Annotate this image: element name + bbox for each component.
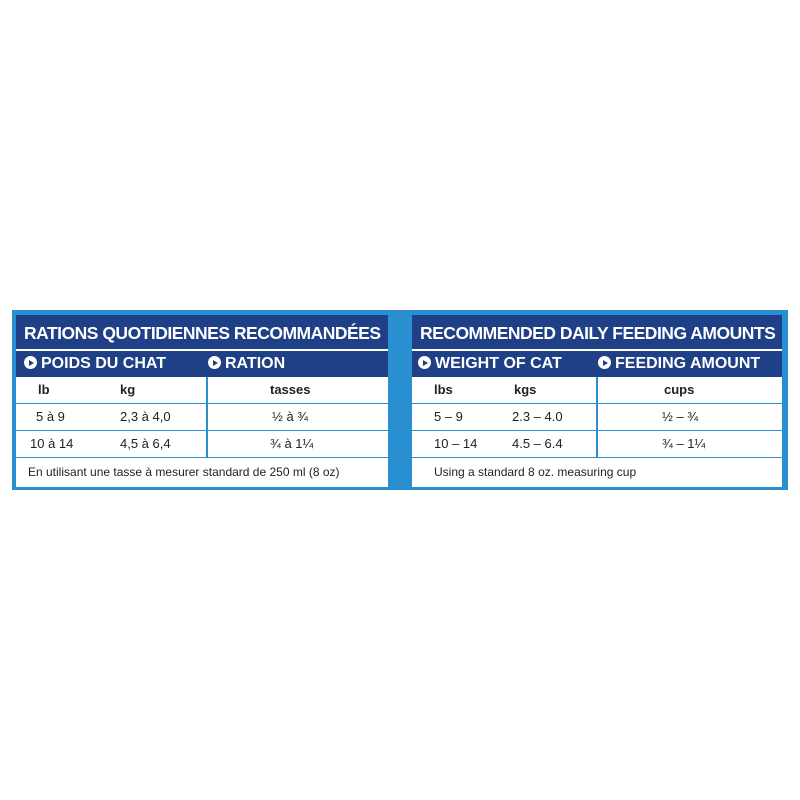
column-divider: [206, 377, 208, 457]
cell-amount: ½ à ¾: [272, 409, 309, 424]
english-panel: [412, 315, 782, 487]
play-circle-icon: [24, 356, 37, 369]
feeding-guide-strip: [12, 310, 788, 490]
table-row: [16, 377, 388, 404]
column-divider: [596, 377, 598, 457]
unit-lbs: lbs: [434, 382, 453, 397]
cell-lb: 10 à 14: [30, 436, 74, 451]
unit-lb: lb: [38, 382, 50, 397]
english-subheader: [412, 351, 782, 377]
cell-lbs: 5 – 9: [434, 409, 463, 424]
english-amount-header: [598, 351, 760, 377]
cell-amount: ¾ à 1¼: [270, 436, 314, 451]
unit-kgs: kgs: [514, 382, 537, 397]
french-weight-header-label: POIDS DU CHAT: [41, 355, 167, 372]
cell-kgs: 4.5 – 6.4: [512, 436, 563, 451]
french-panel: [16, 315, 388, 487]
cell-lb: 5 à 9: [36, 409, 65, 424]
play-circle-icon: [418, 356, 431, 369]
french-amount-header: [208, 351, 285, 377]
cell-lbs: 10 – 14: [434, 436, 478, 451]
french-title: RATIONS QUOTIDIENNES RECOMMANDÉES: [16, 315, 388, 349]
french-weight-header: [24, 351, 166, 377]
english-weight-header: [418, 351, 562, 377]
french-amount-header-label: RATION: [225, 355, 286, 372]
unit-kg: kg: [120, 382, 136, 397]
unit-amount: tasses: [270, 382, 311, 397]
play-circle-icon: [598, 356, 611, 369]
cell-kgs: 2.3 – 4.0: [512, 409, 563, 424]
english-table: [412, 377, 782, 457]
english-amount-header-label: FEEDING AMOUNT: [615, 355, 761, 372]
french-subheader: [16, 351, 388, 377]
french-table: [16, 377, 388, 457]
table-row: [16, 404, 388, 431]
unit-cups: cups: [664, 382, 695, 397]
cell-kg: 4,5 à 6,4: [120, 436, 171, 451]
english-title: RECOMMENDED DAILY FEEDING AMOUNTS: [412, 315, 782, 349]
english-weight-header-label: WEIGHT OF CAT: [435, 355, 562, 372]
table-row: [16, 431, 388, 458]
cell-kg: 2,3 à 4,0: [120, 409, 171, 424]
cell-cups: ¾ – 1¼: [662, 436, 706, 451]
english-note: Using a standard 8 oz. measuring cup: [434, 465, 637, 479]
play-circle-icon: [208, 356, 221, 369]
cell-cups: ½ – ¾: [662, 409, 699, 424]
french-note: En utilisant une tasse à mesurer standard de 250 ml (8 oz): [28, 465, 340, 479]
